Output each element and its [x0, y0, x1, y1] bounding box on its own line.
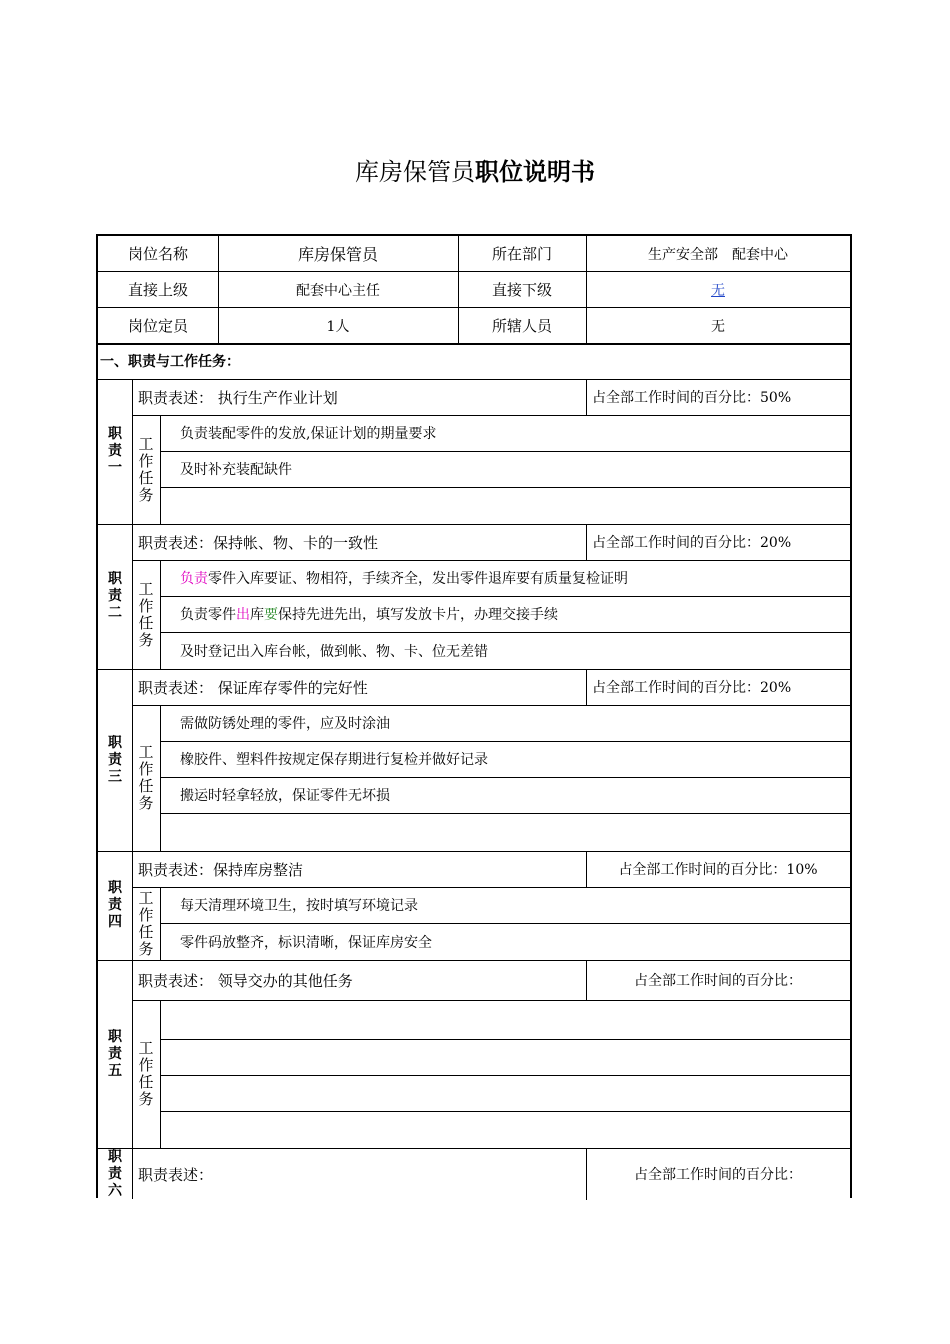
headcount-value: 1人	[326, 318, 350, 335]
duty2-label: 职 责 二	[108, 571, 122, 621]
duty1-label: 职 责 一	[108, 426, 122, 476]
title-part1: 库房保管员	[355, 158, 475, 186]
duty3-task-label: 工 作 任 务	[138, 743, 154, 812]
headcount-label: 岗位定员	[127, 317, 188, 335]
duty2-task2: 负责零件 出 库 要 保持先进先出，填写发放卡片，办理交接手续	[180, 607, 558, 623]
duty3-task2: 橡胶件、塑料件按规定保存期进行复检并做好记录	[180, 752, 488, 768]
duty1-task1: 负责装配零件的发放,保证计划的期量要求	[180, 426, 437, 442]
position-name-value: 库房保管员	[297, 245, 378, 264]
duty4-task2: 零件码放整齐，标识清晰，保证库房安全	[180, 934, 432, 951]
duty3-statement: 职责表述： 保证库存零件的完好性	[138, 678, 368, 697]
duty4-percent: 占全部工作时间的百分比：10%	[618, 862, 818, 878]
duty3-task3: 搬运时轻拿轻放，保证零件无坏损	[180, 788, 390, 804]
duty4-task-label: 工 作 任 务	[138, 888, 154, 958]
duty5-percent: 占全部工作时间的百分比：	[634, 973, 802, 989]
duty5-statement: 职责表述： 领导交办的其他任务	[138, 971, 353, 990]
duty2-task3: 及时登记出入库台帐，做到帐、物、卡、位无差错	[180, 643, 488, 660]
duty6-percent: 占全部工作时间的百分比：	[634, 1167, 802, 1183]
job-description-table	[96, 234, 852, 1198]
duty2-task1: 负责 零件入库要证、物相符，手续齐全，发出零件退库要有质量复检证明	[180, 571, 628, 587]
duty4-label: 职 责 四	[108, 880, 122, 930]
duty4-task1: 每天清理环境卫生，按时填写环境记录	[180, 898, 418, 914]
duty6-label: 职 责 六	[108, 1148, 122, 1199]
section-title: 一、职责与工作任务：	[100, 354, 240, 370]
duty1-percent: 占全部工作时间的百分比：50%	[592, 390, 792, 406]
duty2-statement: 职责表述：保持帐、物、卡的一致性	[138, 533, 379, 552]
department-label: 所在部门	[491, 245, 552, 263]
subordinate-link[interactable]: 无	[711, 282, 725, 299]
duty3-label: 职 责 三	[108, 734, 122, 785]
duty1-task-label: 工 作 任 务	[138, 434, 154, 504]
department-value: 生产安全部 配套中心	[648, 246, 788, 263]
duty5-task-label: 工 作 任 务	[138, 1039, 154, 1108]
duty4-statement: 职责表述：保持库房整洁	[138, 860, 304, 879]
duty2-percent: 占全部工作时间的百分比：20%	[592, 535, 792, 551]
superior-label: 直接上级	[127, 281, 188, 299]
duty3-task1: 需做防锈处理的零件，应及时涂油	[180, 716, 390, 732]
superior-value: 配套中心主任	[296, 282, 380, 299]
duty6-statement: 职责表述：	[138, 1165, 214, 1184]
page-title	[0, 152, 950, 187]
position-name-label: 岗位名称	[127, 245, 188, 263]
subordinate-label: 直接下级	[491, 281, 552, 299]
duty1-statement: 职责表述： 执行生产作业计划	[138, 388, 338, 407]
managed-value: 无	[711, 318, 725, 335]
duty2-task-label: 工 作 任 务	[138, 579, 154, 649]
managed-label: 所辖人员	[491, 317, 552, 335]
duty5-label: 职 责 五	[108, 1028, 122, 1079]
duty1-task2: 及时补充装配缺件	[180, 462, 292, 478]
title-part2: 职位说明书	[475, 158, 595, 186]
duty3-percent: 占全部工作时间的百分比：20%	[592, 680, 792, 696]
